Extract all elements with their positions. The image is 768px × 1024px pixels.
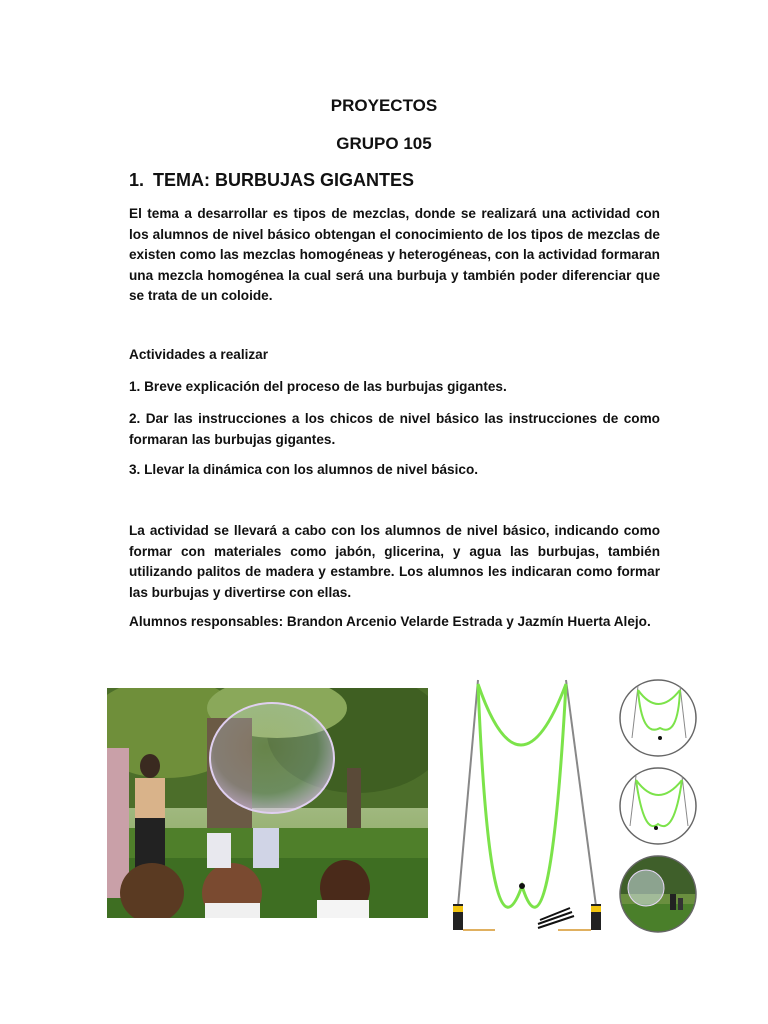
bubble-wand-diagram	[450, 676, 610, 938]
document-title: PROYECTOS	[330, 96, 438, 115]
topic-title: TEMA: BURBUJAS GIGANTES	[153, 170, 415, 190]
intro-paragraph: El tema a desarrollar es tipos de mezclas, donde se realizará una actividad con los alumnos de nivel básico obtengan el conocimiento de los tipos de mezclas de existen como las mezclas homogéneas y heterogéneas, con la actividad formaran una mezcla homogénea la cual será una burbuja y también poder diferenciar que se trata de un coloide.	[129, 206, 660, 303]
description-paragraph: La actividad se llevará a cabo con los alumnos de nivel básico, indicando como formar con materiales como jabón, glicerina, y agua las burbujas, también utilizando palitos de madera y estambre. Los alumnos les indicaran como formar las burbujas y divertirse con ellas.	[129, 523, 660, 600]
activity-item-3: 3. Llevar la dinámica con los alumnos de nivel básico.	[129, 462, 479, 477]
wand-step-2-thumbnail	[618, 766, 698, 846]
activities-heading: Actividades a realizar	[129, 347, 269, 362]
wand-step-3-photo	[618, 854, 698, 934]
activity-item-2: 2. Dar las instrucciones a los chicos de nivel básico las instrucciones de como formaran las burbujas gigantes.	[129, 411, 660, 447]
activity-item-1: 1. Breve explicación del proceso de las burbujas gigantes.	[129, 379, 507, 394]
responsible-students: Alumnos responsables: Brandon Arcenio Velarde Estrada y Jazmín Huerta Alejo.	[129, 614, 651, 629]
wand-step-1-thumbnail	[618, 678, 698, 758]
group-title: GRUPO 105	[336, 134, 432, 153]
topic-number: 1.	[129, 170, 145, 190]
bubble-park-photo	[107, 688, 428, 918]
topic-heading	[129, 170, 414, 191]
